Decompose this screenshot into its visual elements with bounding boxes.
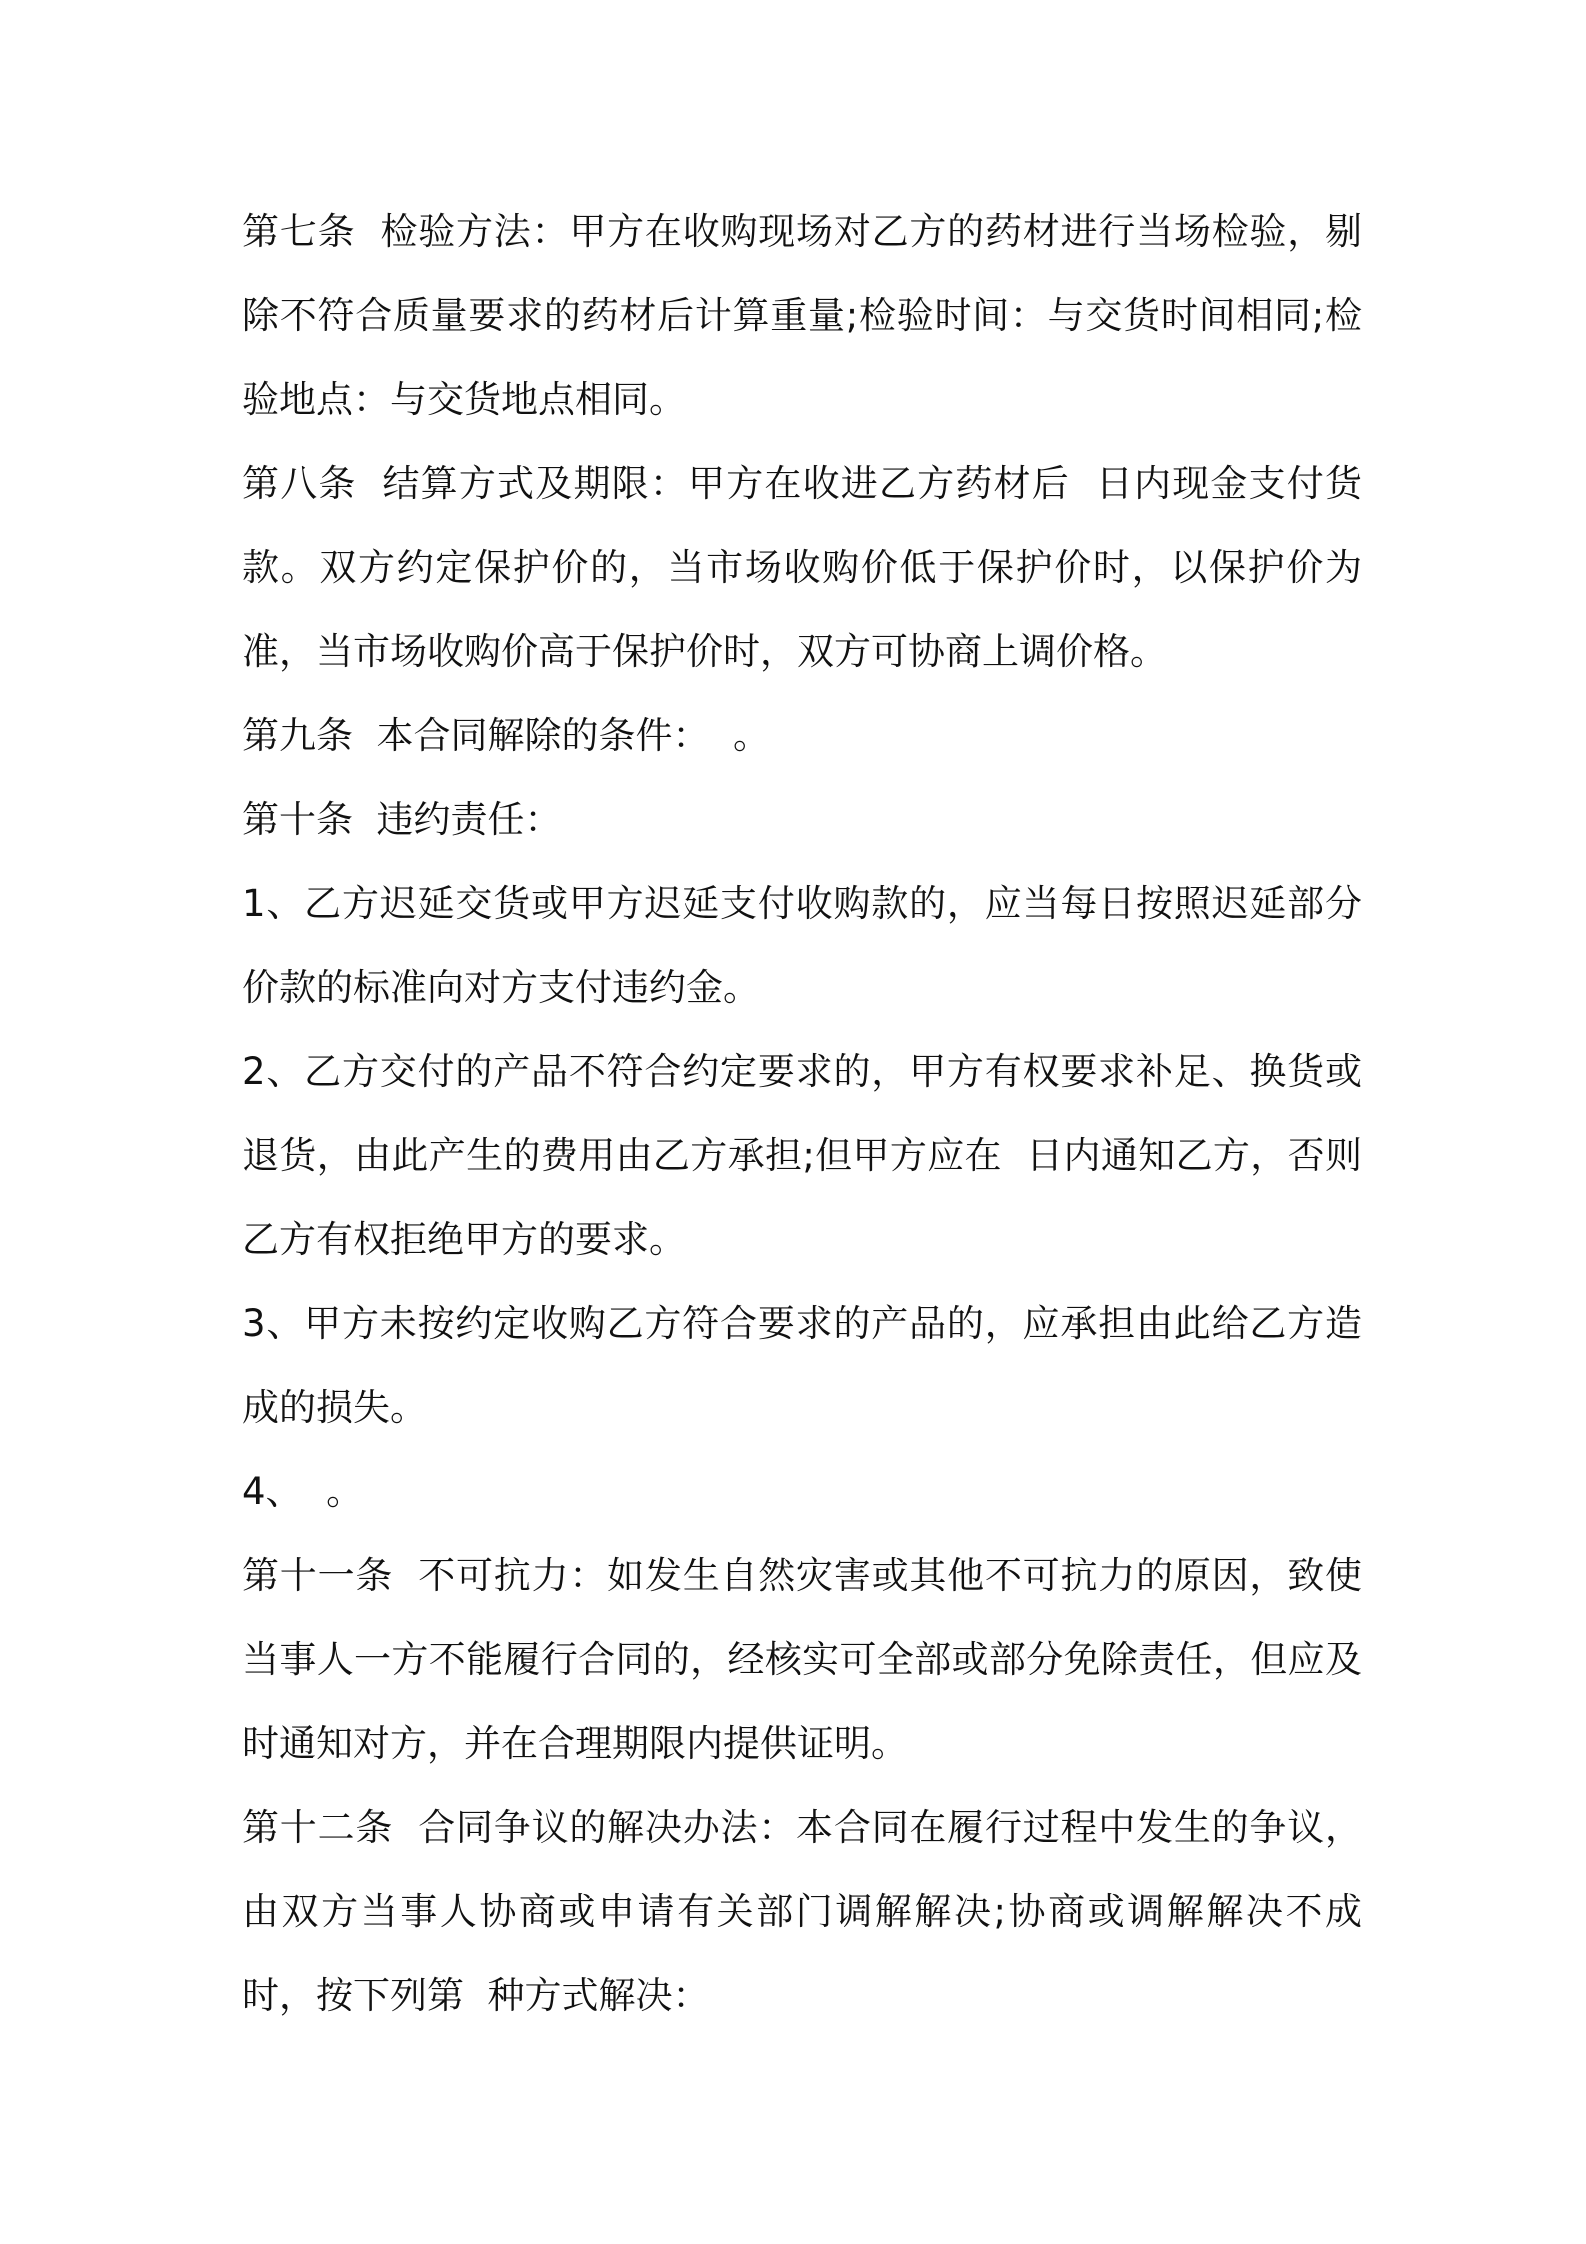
article-9-termination: 第九条 本合同解除的条件： 。	[242, 714, 771, 757]
contract-body	[242, 190, 1362, 2038]
article-7-inspection: 第七条 检验方法：甲方在收购现场对乙方的药材进行当场检验，剔除不符合质量要求的药材后计算重量;检验时间：与交货时间相同;检验地点：与交货地点相同。	[242, 210, 1362, 421]
liability-item-1: 1、乙方迟延交货或甲方迟延支付收购款的，应当每日按照迟延部分价款的标准向对方支付违约金。	[242, 882, 1362, 1009]
article-10-liability-heading: 第十条 违约责任：	[242, 798, 562, 841]
article-11-force-majeure: 第十一条 不可抗力：如发生自然灾害或其他不可抗力的原因，致使当事人一方不能履行合同的，经核实可全部或部分免除责任，但应及时通知对方，并在合理期限内提供证明。	[242, 1554, 1362, 1765]
article-8-settlement: 第八条 结算方式及期限：甲方在收进乙方药材后 日内现金支付货款。双方约定保护价的，当市场收购价低于保护价时，以保护价为准，当市场收购价高于保护价时，双方可协商上调价格。	[242, 462, 1362, 673]
liability-item-2: 2、乙方交付的产品不符合约定要求的，甲方有权要求补足、换货或退货，由此产生的费用由乙方承担;但甲方应在 日内通知乙方，否则乙方有权拒绝甲方的要求。	[242, 1050, 1362, 1261]
liability-item-4: 4、 。	[242, 1470, 364, 1513]
article-12-dispute-resolution: 第十二条 合同争议的解决办法：本合同在履行过程中发生的争议，由双方当事人协商或申请有关部门调解解决;协商或调解解决不成时，按下列第 种方式解决：	[242, 1806, 1362, 2017]
liability-item-3: 3、甲方未按约定收购乙方符合要求的产品的，应承担由此给乙方造成的损失。	[242, 1302, 1362, 1429]
